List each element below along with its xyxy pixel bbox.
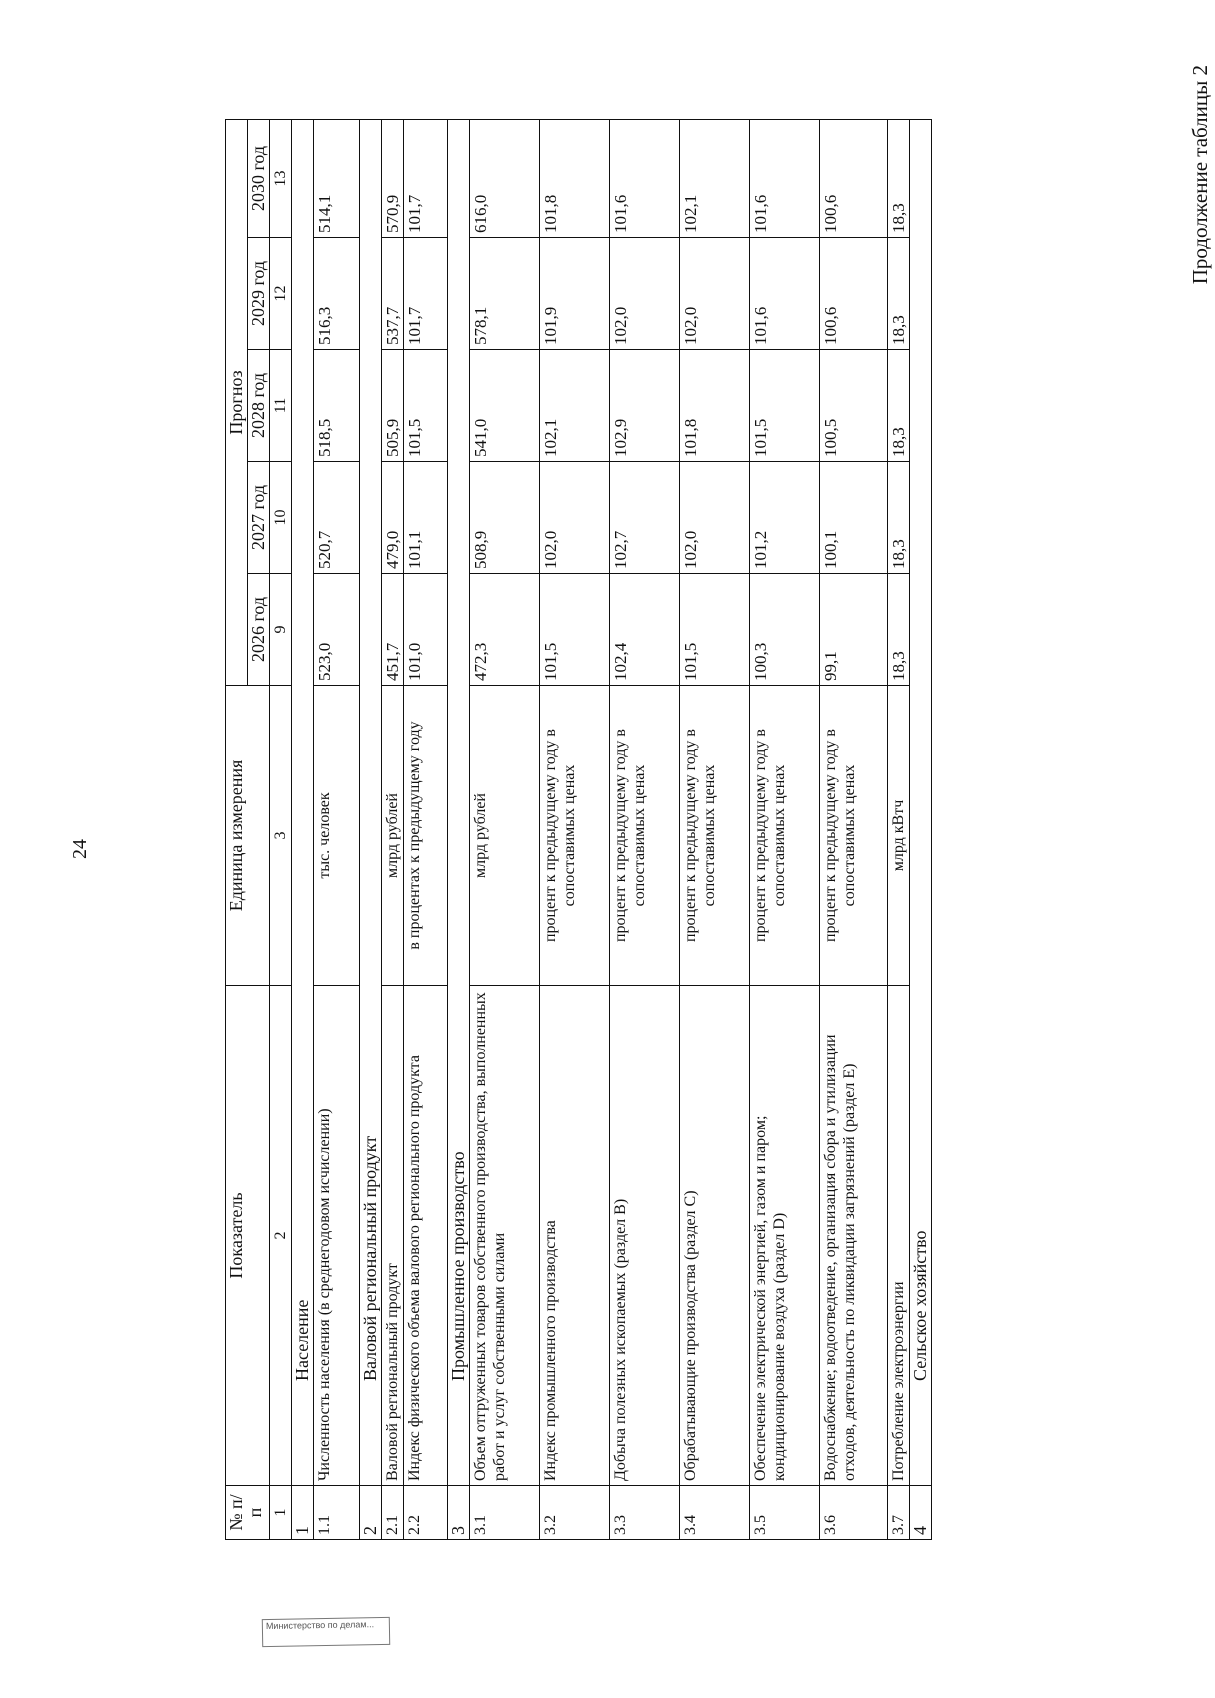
value-cell: 100,6 — [820, 120, 888, 238]
table-row — [382, 120, 404, 1540]
value-cell: 102,0 — [540, 462, 610, 574]
indicator-name: Численность населения (в среднегодовом исчислении) — [314, 986, 360, 1486]
indicator-name: Добыча полезных ископаемых (раздел B) — [610, 986, 680, 1486]
value-cell: 514,1 — [314, 120, 360, 238]
header-year: 2029 год — [248, 238, 270, 350]
column-number: 13 — [270, 120, 292, 238]
section-title: Промышленное производство — [448, 120, 470, 1486]
value-cell: 102,7 — [610, 462, 680, 574]
value-cell: 101,0 — [404, 574, 448, 686]
indicator-name: Объем отгруженных товаров собственного производства, выполненных работ и услуг собственными силами — [470, 986, 540, 1486]
indicator-name: Индекс физического объема валового регионального продукта — [404, 986, 448, 1486]
unit-cell: тыс. человек — [314, 686, 360, 986]
section-title: Население — [292, 120, 314, 1486]
column-number: 12 — [270, 238, 292, 350]
value-cell: 479,0 — [382, 462, 404, 574]
table-row — [540, 120, 610, 1540]
indicator-name: Валовой региональный продукт — [382, 986, 404, 1486]
unit-cell: в процентах к предыдущему году — [404, 686, 448, 986]
column-number: 11 — [270, 350, 292, 462]
value-cell: 102,0 — [680, 462, 750, 574]
value-cell: 541,0 — [470, 350, 540, 462]
value-cell: 537,7 — [382, 238, 404, 350]
section-row — [448, 120, 470, 1540]
value-cell: 505,9 — [382, 350, 404, 462]
value-cell: 101,5 — [750, 350, 820, 462]
unit-cell: млрд рублей — [470, 686, 540, 986]
unit-cell: процент к предыдущему году в сопоставимых ценах — [610, 686, 680, 986]
column-number: 10 — [270, 462, 292, 574]
value-cell: 101,7 — [404, 120, 448, 238]
value-cell: 523,0 — [314, 574, 360, 686]
table-row — [888, 120, 910, 1540]
continuation-label: Продолжение таблицы 2 — [1188, 65, 1212, 285]
value-cell: 101,6 — [610, 120, 680, 238]
header-no: № п/п — [226, 1486, 270, 1540]
header-indicator: Показатель — [226, 986, 270, 1486]
column-number: 1 — [270, 1486, 292, 1540]
value-cell: 101,7 — [404, 238, 448, 350]
row-number: 2.1 — [382, 1486, 404, 1540]
value-cell: 101,6 — [750, 238, 820, 350]
value-cell: 102,1 — [540, 350, 610, 462]
indicator-name: Индекс промышленного производства — [540, 986, 610, 1486]
value-cell: 18,3 — [888, 120, 910, 238]
indicator-name: Обеспечение электрической энергией, газом и паром; кондиционирование воздуха (раздел D) — [750, 986, 820, 1486]
unit-cell: млрд рублей — [382, 686, 404, 986]
table-row — [404, 120, 448, 1540]
section-row — [360, 120, 382, 1540]
row-number: 1 — [292, 1486, 314, 1540]
table-row — [750, 120, 820, 1540]
section-row — [910, 120, 932, 1540]
table-row — [820, 120, 888, 1540]
row-number: 1.1 — [314, 1486, 360, 1540]
rotated-table-container — [225, 120, 1005, 1540]
table-row — [470, 120, 540, 1540]
value-cell: 101,6 — [750, 120, 820, 238]
value-cell: 101,8 — [680, 350, 750, 462]
header-year: 2028 год — [248, 350, 270, 462]
value-cell: 100,3 — [750, 574, 820, 686]
header-year: 2027 год — [248, 462, 270, 574]
value-cell: 100,5 — [820, 350, 888, 462]
section-row — [292, 120, 314, 1540]
section-title: Сельское хозяйство — [910, 120, 932, 1486]
value-cell: 508,9 — [470, 462, 540, 574]
row-number: 2 — [360, 1486, 382, 1540]
unit-cell: процент к предыдущему году в сопоставимых ценах — [540, 686, 610, 986]
forecast-table — [225, 119, 932, 1540]
value-cell: 102,9 — [610, 350, 680, 462]
value-cell: 101,5 — [404, 350, 448, 462]
value-cell: 516,3 — [314, 238, 360, 350]
value-cell: 100,6 — [820, 238, 888, 350]
row-number: 2.2 — [404, 1486, 448, 1540]
value-cell: 99,1 — [820, 574, 888, 686]
column-number: 3 — [270, 686, 292, 986]
column-number: 2 — [270, 986, 292, 1486]
header-year: 2030 год — [248, 120, 270, 238]
value-cell: 101,2 — [750, 462, 820, 574]
header-unit: Единица измерения — [226, 686, 270, 986]
row-number: 4 — [910, 1486, 932, 1540]
row-number: 3.3 — [610, 1486, 680, 1540]
unit-cell: процент к предыдущему году в сопоставимых ценах — [820, 686, 888, 986]
row-number: 3.4 — [680, 1486, 750, 1540]
table-row — [610, 120, 680, 1540]
value-cell: 101,9 — [540, 238, 610, 350]
unit-cell: процент к предыдущему году в сопоставимых ценах — [750, 686, 820, 986]
value-cell: 18,3 — [888, 462, 910, 574]
value-cell: 578,1 — [470, 238, 540, 350]
section-title: Валовой региональный продукт — [360, 120, 382, 1486]
table-row — [680, 120, 750, 1540]
row-number: 3.5 — [750, 1486, 820, 1540]
value-cell: 18,3 — [888, 238, 910, 350]
row-number: 3.6 — [820, 1486, 888, 1540]
page-number: 24 — [69, 839, 91, 859]
table-row — [314, 120, 360, 1540]
indicator-name: Обрабатывающие производства (раздел C) — [680, 986, 750, 1486]
value-cell: 101,5 — [540, 574, 610, 686]
unit-cell: млрд кВтч — [888, 686, 910, 986]
value-cell: 101,8 — [540, 120, 610, 238]
value-cell: 101,1 — [404, 462, 448, 574]
value-cell: 100,1 — [820, 462, 888, 574]
value-cell: 102,1 — [680, 120, 750, 238]
indicator-name: Водоснабжение; водоотведение, организация сбора и утилизации отходов, деятельность по ликвидации загрязнений (раздел E) — [820, 986, 888, 1486]
header-forecast: Прогноз — [226, 120, 248, 686]
value-cell: 616,0 — [470, 120, 540, 238]
row-number: 3.2 — [540, 1486, 610, 1540]
stamp: Министерство по делам... — [262, 1617, 390, 1647]
value-cell: 18,3 — [888, 574, 910, 686]
value-cell: 102,4 — [610, 574, 680, 686]
value-cell: 102,0 — [610, 238, 680, 350]
value-cell: 472,3 — [470, 574, 540, 686]
value-cell: 570,9 — [382, 120, 404, 238]
indicator-name: Потребление электроэнергии — [888, 986, 910, 1486]
value-cell: 18,3 — [888, 350, 910, 462]
value-cell: 451,7 — [382, 574, 404, 686]
column-number: 9 — [270, 574, 292, 686]
value-cell: 102,0 — [680, 238, 750, 350]
unit-cell: процент к предыдущему году в сопоставимых ценах — [680, 686, 750, 986]
row-number: 3.7 — [888, 1486, 910, 1540]
value-cell: 101,5 — [680, 574, 750, 686]
header-year: 2026 год — [248, 574, 270, 686]
value-cell: 518,5 — [314, 350, 360, 462]
table-body — [292, 120, 932, 1540]
value-cell: 520,7 — [314, 462, 360, 574]
row-number: 3 — [448, 1486, 470, 1540]
row-number: 3.1 — [470, 1486, 540, 1540]
